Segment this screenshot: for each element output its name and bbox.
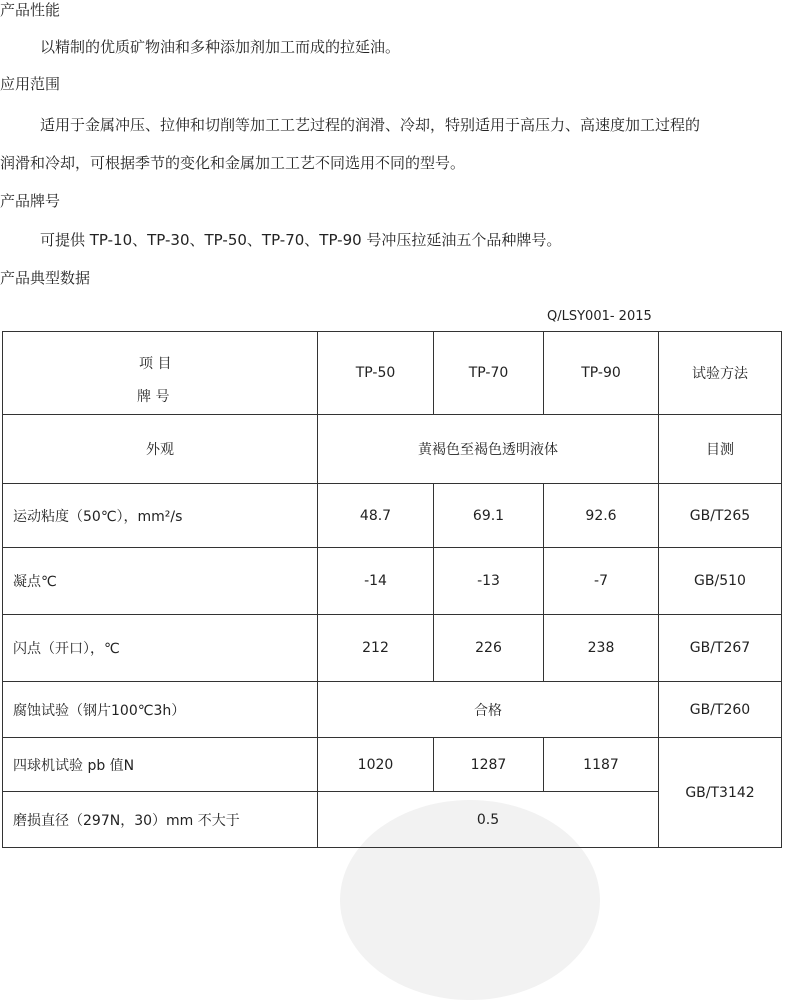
header-method: 试验方法 [659,332,782,415]
row-value-viscosity-tp70: 69.1 [434,484,544,548]
typical-data-table [2,331,782,848]
row-value-pour-point-tp90: -7 [544,548,659,615]
standard-code: Q/LSY001- 2015 [547,309,652,324]
section-heading-performance: 产品性能 [0,1,61,19]
row-label-four-ball: 四球机试验 pb 值N [3,738,318,792]
row-value-four-ball-tp90: 1187 [544,738,659,792]
row-method-four-ball: GB/T3142 [659,738,782,848]
row-value-flash-point-tp50: 212 [318,615,434,682]
row-value-four-ball-tp70: 1287 [434,738,544,792]
row-method-flash-point: GB/T267 [659,615,782,682]
table-header-row [3,332,782,415]
row-label-pour-point: 凝点℃ [3,548,318,615]
header-item-label: 项 目 [139,356,172,372]
section-heading-typical-data: 产品典型数据 [0,269,91,287]
row-method-corrosion: GB/T260 [659,682,782,738]
row-value-four-ball-tp50: 1020 [318,738,434,792]
row-method-pour-point: GB/510 [659,548,782,615]
section-body-application-line2: 润滑和冷却，可根据季节的变化和金属加工工艺不同选用不同的型号。 [0,154,466,172]
row-label-flash-point: 闪点（开口），℃ [3,615,318,682]
table-row-four-ball [3,738,782,792]
row-label-wear: 磨损直径（297N，30）mm 不大于 [3,792,318,848]
table-row-flash-point [3,615,782,682]
row-value-flash-point-tp90: 238 [544,615,659,682]
row-method-appearance: 目测 [659,415,782,484]
row-value-pour-point-tp70: -13 [434,548,544,615]
table-row-viscosity [3,484,782,548]
header-grade-label: 牌 号 [137,389,170,405]
section-heading-grades: 产品牌号 [0,192,61,210]
section-heading-application: 应用范围 [0,75,61,93]
row-value-viscosity-tp50: 48.7 [318,484,434,548]
header-grade-tp50: TP-50 [318,332,434,415]
header-grade-tp70: TP-70 [434,332,544,415]
row-value-pour-point-tp50: -14 [318,548,434,615]
header-item-grade-cell [3,332,318,415]
table-row-pour-point [3,548,782,615]
section-body-performance: 以精制的优质矿物油和多种添加剂加工而成的拉延油。 [40,38,401,56]
row-value-flash-point-tp70: 226 [434,615,544,682]
table-row-corrosion [3,682,782,738]
table-row-appearance [3,415,782,484]
row-method-viscosity: GB/T265 [659,484,782,548]
section-body-application-line1: 适用于金属冲压、拉伸和切削等加工工艺过程的润滑、冷却，特别适用于高压力、高速度加工过程的 [40,116,701,134]
row-value-wear: 0.5 [318,792,659,848]
header-grade-tp90: TP-90 [544,332,659,415]
row-label-viscosity: 运动粘度（50℃），mm²/s [3,484,318,548]
row-label-corrosion: 腐蚀试验（钢片100℃3h） [3,682,318,738]
row-value-appearance: 黄褐色至褐色透明液体 [318,415,659,484]
row-label-appearance: 外观 [3,415,318,484]
row-value-corrosion: 合格 [318,682,659,738]
row-value-viscosity-tp90: 92.6 [544,484,659,548]
section-body-grades: 可提供 TP-10、TP-30、TP-50、TP-70、TP-90 号冲压拉延油五个品种牌号。 [40,231,562,249]
